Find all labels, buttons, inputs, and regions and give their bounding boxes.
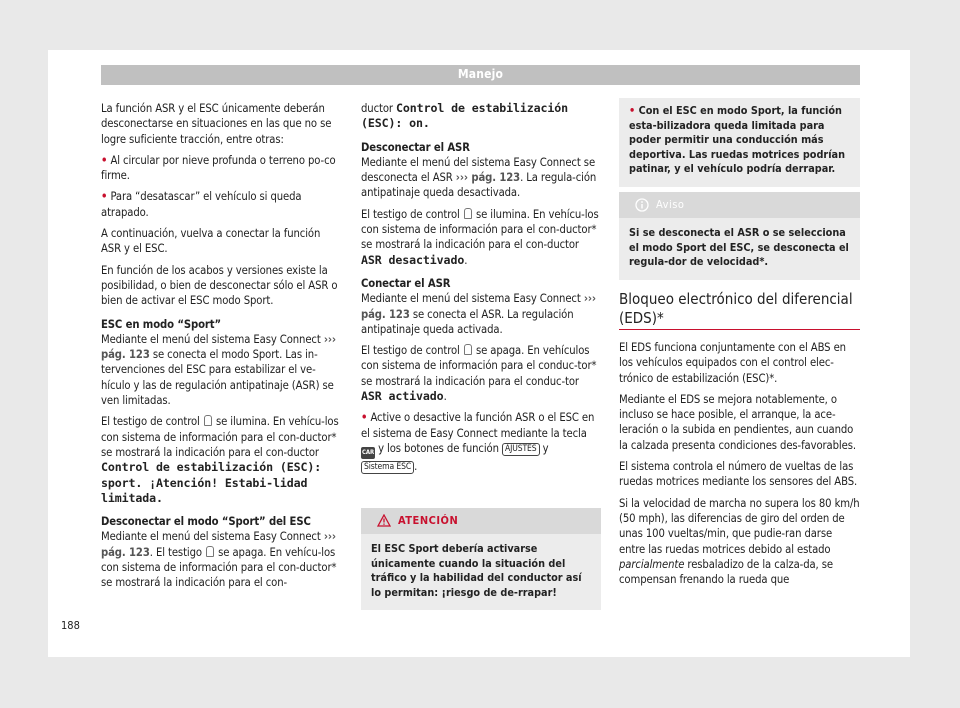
bullet-icon: • — [101, 153, 108, 167]
page-title: Manejo — [457, 67, 504, 81]
paragraph: El testigo de control se apaga. En vehículos con sistema de información para el conduc-tor* se mostrará la indicación para el conduc-tor ASR activado. — [361, 344, 597, 404]
warning-header — [361, 508, 601, 534]
paragraph: Mediante el menú del sistema Easy Connect ››› pág. 123. El testigo se apaga. En vehícu-los con sistema de información para el con-ductor* se mostrará la indicación para el con- — [101, 530, 337, 590]
esc-warning-lamp-icon — [204, 415, 212, 426]
warning-triangle-icon — [377, 514, 391, 527]
paragraph: Mediante el EDS se mejora notablemente, o incluso se hace posible, el arranque, la ace-leración o la subida en pendientes, aun cuando la calzada presenta condiciones des-favorables. — [619, 392, 856, 452]
paragraph: La función ASR y el ESC únicamente deberán desconectarse en situaciones en las que no se logre suficiente tracción, entre otras: — [101, 102, 332, 146]
list-item: • Active o desactive la función ASR o el ESC en el sistema de Easy Connect mediante la tecla CAR y los botones de función AJUSTES y Sistema ESC . — [361, 411, 595, 473]
paragraph: A continuación, vuelva a conectar la función ASR y el ESC. — [101, 227, 321, 256]
paragraph: Mediante el menú del sistema Easy Connect ››› pág. 123 se conecta el ASR. La regulación antipatinaje queda activada. — [361, 292, 596, 336]
warning-label: ATENCIÓN — [398, 514, 459, 527]
page-number: 188 — [61, 619, 80, 632]
column-middle — [361, 101, 601, 480]
note-box — [619, 192, 860, 280]
subheading-esc-sport: ESC en modo “Sport” — [101, 317, 222, 331]
column-left — [101, 101, 343, 597]
paragraph: En función de los acabos y versiones existe la posibilidad, o bien de desconectar sólo el ASR o bien de activar el ESC modo Sport. — [101, 263, 338, 308]
warning-box — [361, 508, 601, 610]
bullet-icon: • — [101, 190, 108, 204]
paragraph: El testigo de control se ilumina. En vehícu-los con sistema de información para el con-ductor* se mostrará la indicación para el con-ductor ASR desactivado. — [361, 207, 599, 267]
paragraph: ductor Control de estabilización (ESC): on. — [361, 101, 569, 131]
driver-message: Control de estabilización (ESC): on. — [361, 101, 569, 131]
paragraph: Mediante el menú del sistema Easy Connect ››› pág. 123 se conecta el modo Sport. Las in-tervenciones del ESC para estabilizar el ve-hículo y las de regulación antipatinaje (ASR) se ven limitadas. — [101, 332, 336, 408]
subheading-connect-asr: Conectar el ASR — [361, 276, 451, 290]
paragraph: Mediante el menú del sistema Easy Connect se desconecta el ASR ››› pág. 123. La regula-ción antipatinaje queda desactivada. — [361, 155, 597, 200]
subheading-disconnect-asr: Desconectar el ASR — [361, 140, 470, 154]
paragraph: El sistema controla el número de vueltas de las ruedas motrices mediante los sensores del ABS. — [619, 460, 858, 489]
warning-body: • Con el ESC en modo Sport, la función esta-bilizadora queda limitada para poder permitir una conducción más deportiva. Las ruedas motrices podrían patinar, y el vehículo podría derrapar. — [619, 98, 860, 187]
asr-warning-lamp-icon — [464, 344, 472, 355]
car-key-icon: CAR — [361, 447, 375, 459]
paragraph: Si la velocidad de marcha no supera los 80 km/h (50 mph), las diferencias de giro del orden de unas 100 vueltas/min, que pudie-ran darse entre las ruedas motrices debido al estado parcialmente resbaladizo de la calza-da, se compensan frenando la rueda que — [619, 496, 860, 587]
bullet-icon: • — [361, 411, 368, 425]
note-header — [619, 192, 860, 218]
subheading-disconnect-sport: Desconectar el modo “Sport” del ESC — [101, 515, 311, 529]
note-label: Aviso — [656, 198, 685, 211]
header-bar — [101, 65, 860, 85]
page-reference-link[interactable]: ››› pág. 123 — [455, 171, 521, 185]
note-body: Si se desconecta el ASR o se selecciona el modo Sport del ESC, se desconecta el regula-dor de velocidad*. — [619, 218, 860, 280]
page-reference-link[interactable]: ››› pág. 123 — [101, 530, 336, 559]
warning-box-continued — [619, 98, 860, 187]
esc-warning-lamp-icon — [206, 546, 214, 557]
paragraph: El EDS funciona conjuntamente con el ABS en los vehículos equipados con el control elec-trónico de estabilización (ESC)*. — [619, 341, 846, 385]
paragraph: El testigo de control se ilumina. En vehícu-los con sistema de información para el con-ductor* se mostrará la indicación para el con-ductor Control de estabilización (ESC): sport. ¡Atención! Estabi-lidad limitada. — [101, 415, 339, 505]
page-reference-link[interactable]: ››› pág. 123 — [361, 292, 596, 321]
bullet-icon: • — [629, 104, 636, 117]
driver-message: ASR activado — [361, 389, 444, 404]
section-title: Bloqueo electrónico del diferencial (EDS)* — [619, 290, 853, 327]
column-right — [619, 340, 860, 593]
list-item: • Para “desatascar” el vehículo si queda atrapado. — [101, 190, 302, 219]
driver-message: Control de estabilización (ESC): sport. ¡Atención! Estabi-lidad limitada. — [101, 460, 322, 505]
list-item: • Al circular por nieve profunda o terreno po-co firme. — [101, 153, 336, 183]
warning-body: El ESC Sport debería activarse únicamente cuando la situación del tráfico y la habilidad del conductor así lo permitan: ¡riesgo de de-rrapar! — [361, 534, 601, 610]
info-icon — [635, 198, 649, 212]
asr-warning-lamp-icon — [464, 208, 472, 219]
section-divider — [619, 329, 860, 330]
ajustes-key: AJUSTES — [502, 443, 540, 456]
driver-message: ASR desactivado — [361, 252, 465, 267]
page-reference-link[interactable]: ››› pág. 123 — [101, 332, 336, 362]
sistema-esc-key: Sistema ESC — [361, 461, 414, 474]
